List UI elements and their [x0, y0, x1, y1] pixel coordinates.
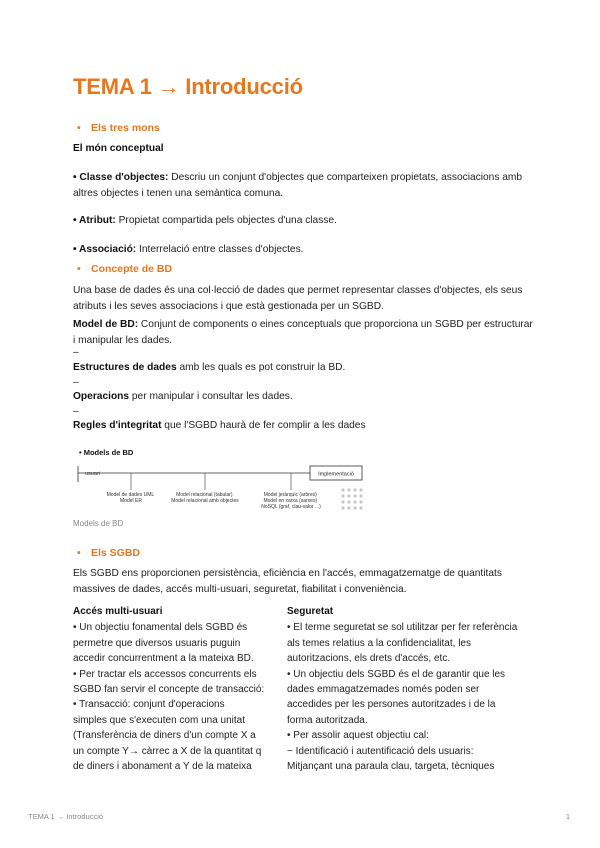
line: forma autoritzada.: [287, 714, 368, 726]
decorative-dots: [341, 488, 362, 509]
section-heading-concepte-bd: • Concepte de BD: [77, 263, 173, 275]
column-title-seguretat: Seguretat: [287, 606, 334, 617]
definition-model-bd: Model de BD: Conjunt de components o eines conceptuals que proporciona un SGBD per estructurar i manipular les dades.: [73, 319, 533, 346]
column-3-labels: Model jeràrquic (arbres) Model en xarxa (xarxes) NoSQL (graf, clau-valor ...): [261, 492, 321, 510]
line: • Transacció: conjunt d'operacions: [73, 699, 225, 711]
figure-caption: Models de BD: [73, 519, 124, 528]
line: • Per assolir aquest objectiu cal:: [287, 730, 429, 742]
line: Mitjançant una paraula clau, targeta, tècniques: [287, 761, 495, 773]
definition-atribut: • Atribut: Propietat compartida pels objectes d'una classe.: [73, 215, 337, 226]
dash-separator: –: [73, 406, 79, 417]
dash-separator: –: [73, 377, 79, 388]
line: • Un objectiu fonamental dels SGBD és: [73, 622, 248, 634]
page-number: 1: [565, 812, 570, 821]
item-regles: Regles d'integritat que l'SGBD haurà de fer complir a les dades: [73, 420, 366, 431]
line: accedir concurrentment a la mateixa BD.: [73, 653, 254, 665]
models-bd-figure: [73, 446, 383, 512]
line: permetre que diversos usuaris puguin: [73, 637, 241, 649]
column-1-labels: Model de dades UML Model ER: [106, 492, 154, 504]
line: dades emmagatzemades només poden ser: [287, 684, 480, 696]
definition-associacio: • Associació: Interrelació entre classes d'objectes.: [73, 244, 304, 255]
page-title: TEMA 1 → Introducció: [73, 74, 303, 99]
dash-separator: –: [73, 347, 79, 358]
definition-classe: • Classe d'objectes: Descriu un conjunt d'objectes que comparteixen propietats, associacions amb altres objectes i tenen una semàntica comuna.: [73, 172, 523, 199]
line: − Identificació i autentificació dels usuaris:: [287, 745, 474, 757]
figure-title: • Models de BD: [79, 448, 134, 457]
column-acces-multiusuari: [73, 604, 273, 774]
column-seguretat: [287, 604, 527, 774]
line: SGBD fan servir el concepte de transacció:: [73, 684, 265, 696]
line: (Transferència de diners d'un compte X a: [73, 730, 256, 742]
line: un compte Y→ càrrec a X de la quantitat q: [73, 745, 262, 757]
line: • Un objectiu dels SGBD és el de garantir que les: [287, 668, 506, 680]
line: • Per tractar els accessos concurrents els: [73, 668, 257, 680]
subheading-mon-conceptual: El món conceptual: [73, 143, 164, 154]
item-operacions: Operacions per manipular i consultar les dades.: [73, 391, 293, 402]
paragraph-concepte-bd: Una base de dades és una col·lecció de dades que permet representar classes d'objectes, els seus atributs i les seves associacions i que està gestionada per un SGBD.: [73, 285, 523, 312]
footer-title: TEMA 1 → Introducció: [28, 812, 104, 821]
line: accedides per les persones autoritzades i de la: [287, 699, 496, 711]
section-heading-tres-mons: • Els tres mons: [77, 122, 160, 134]
line: autoritzacions, els drets d'accés, etc.: [287, 653, 451, 665]
line: de diners i abonament a Y de la mateixa: [73, 761, 252, 773]
figure-left-label: usuari: [85, 471, 100, 477]
column-title-acces: Accés multi-usuari: [73, 606, 163, 617]
section-heading-sgbd: • Els SGBD: [77, 547, 141, 559]
line: • El terme seguretat se sol utilitzar per fer referència: [287, 622, 518, 634]
figure-right-label: Implementació: [318, 471, 354, 478]
line: als temes relatius a la confidencialitat, les: [287, 637, 471, 649]
models-diagram: [73, 446, 383, 512]
column-2-labels: Model relacional (tabular) Model relacional amb objectes: [171, 492, 239, 504]
paragraph-sgbd: Els SGBD ens proporcionen persistència, eficiència en l'accés, emmagatzematge de quantitats massives de dades, accés multi-usuari, seguretat, fiabilitat i conveniència.: [73, 568, 502, 595]
line: simples que s'executen com una unitat: [73, 714, 246, 726]
item-estructures: Estructures de dades amb les quals es pot construir la BD.: [73, 362, 346, 373]
